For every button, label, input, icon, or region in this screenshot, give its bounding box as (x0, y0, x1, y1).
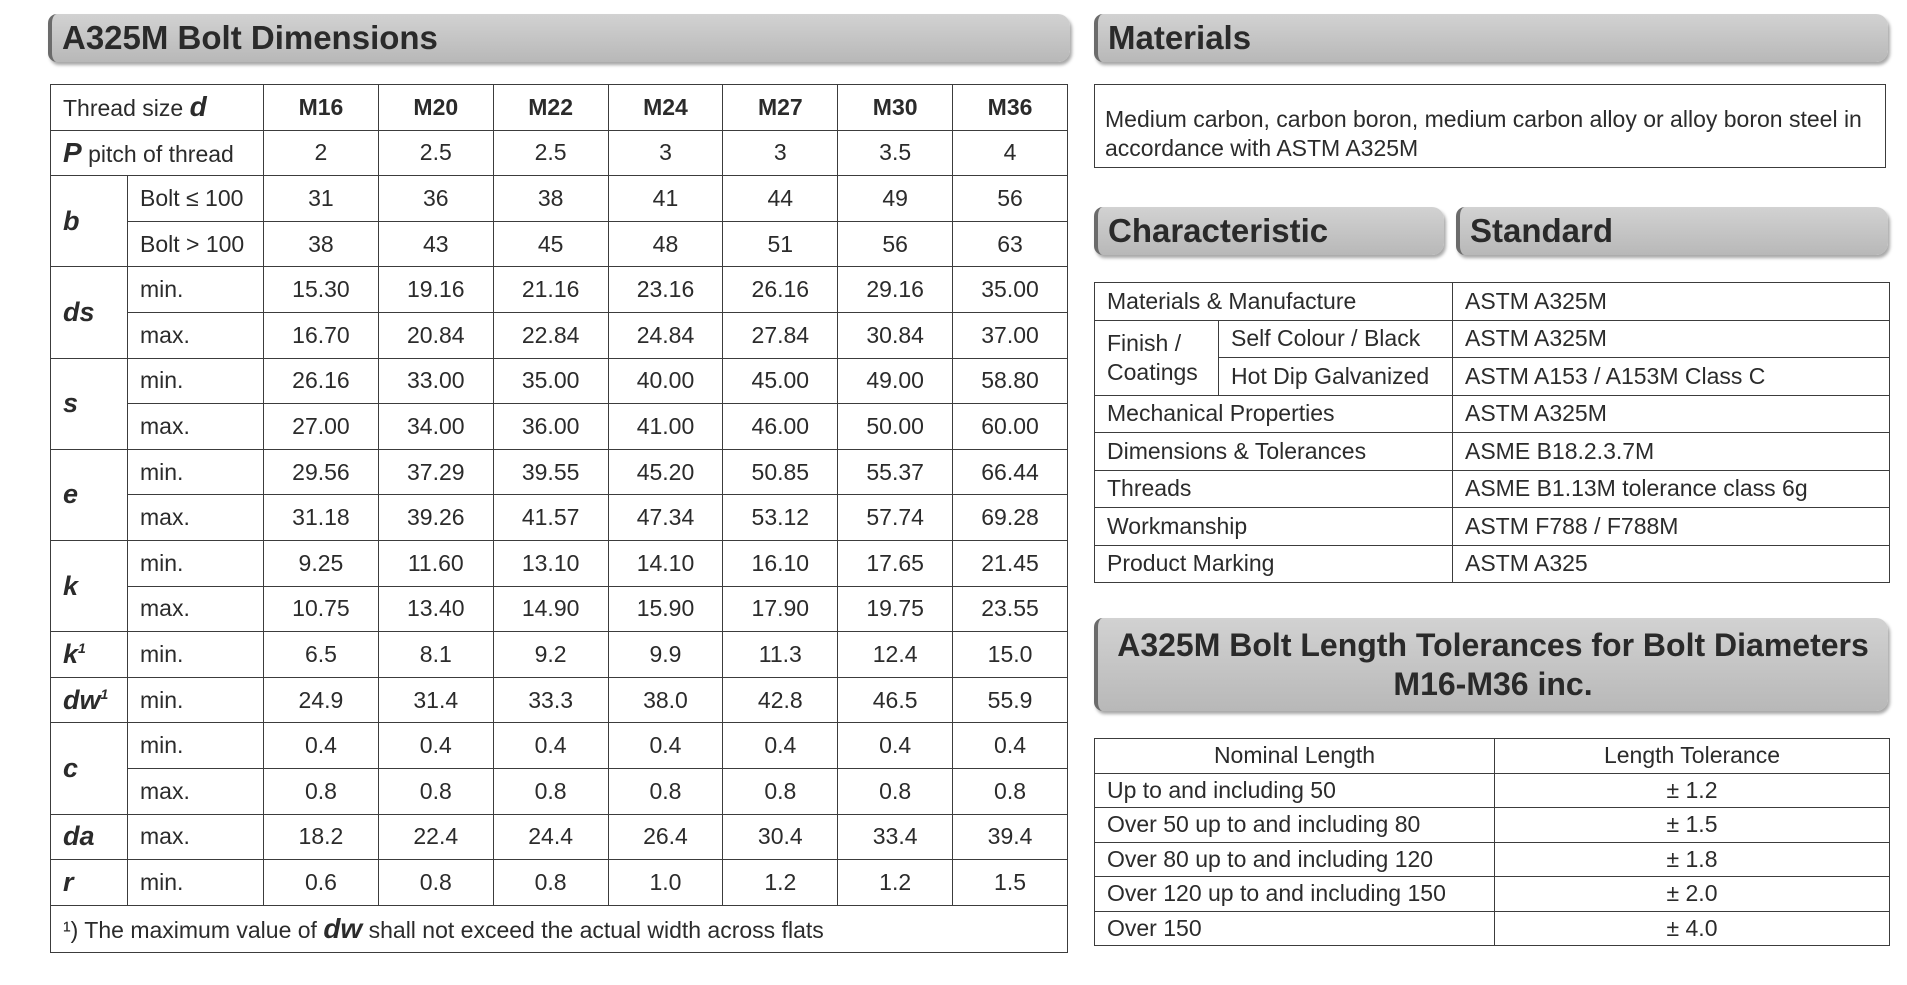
dimension-value: 9.9 (608, 632, 723, 678)
dimension-value: 38 (493, 176, 608, 222)
thread-size-label: Thread size (63, 95, 190, 122)
row-qualifier: min. (128, 723, 264, 769)
dimension-value: 1.5 (953, 860, 1068, 906)
size-header: M27 (723, 85, 838, 131)
dimensions-header (48, 14, 1070, 62)
dimension-value: 49.00 (838, 358, 953, 404)
nominal-length: Over 120 up to and including 150 (1095, 877, 1495, 912)
table-row (1095, 320, 1890, 358)
dimension-value: 45.20 (608, 449, 723, 495)
dimension-value: 19.16 (378, 267, 493, 313)
pitch-value: 2.5 (378, 130, 493, 176)
symbol-text: k (63, 638, 79, 669)
row-qualifier: max. (128, 586, 264, 632)
dimension-value: 29.56 (264, 449, 379, 495)
footnote-text: shall not exceed the actual width across flats (362, 916, 824, 943)
size-header: M30 (838, 85, 953, 131)
dimension-value: 0.4 (608, 723, 723, 769)
length-tolerance: ± 1.5 (1495, 808, 1890, 843)
thread-size-cell (51, 85, 264, 131)
standard-header (1456, 207, 1888, 255)
dimension-value: 41.57 (493, 495, 608, 541)
table-row (51, 221, 1068, 267)
symbol-superscript: 1 (78, 639, 86, 656)
dimension-value: 0.8 (493, 768, 608, 814)
footnote-row (51, 905, 1068, 952)
table-row (1095, 395, 1890, 433)
size-header: M36 (953, 85, 1068, 131)
nominal-length: Over 80 up to and including 120 (1095, 842, 1495, 877)
dimension-value: 22.84 (493, 312, 608, 358)
dimension-value: 19.75 (838, 586, 953, 632)
symbol-text: dw (63, 684, 101, 715)
dimension-value: 42.8 (723, 677, 838, 723)
dimension-value: 0.8 (493, 860, 608, 906)
pitch-value: 2 (264, 130, 379, 176)
materials-text: Medium carbon, carbon boron, medium carbon alloy or alloy boron steel in accordance with ASTM A325M (1105, 106, 1862, 161)
pitch-symbol: P (63, 136, 82, 168)
pitch-value: 3.5 (838, 130, 953, 176)
dimension-value: 27.00 (264, 404, 379, 450)
dimension-value: 0.4 (378, 723, 493, 769)
dimension-value: 0.4 (723, 723, 838, 769)
dimension-value: 66.44 (953, 449, 1068, 495)
pitch-value: 3 (608, 130, 723, 176)
row-qualifier: min. (128, 267, 264, 313)
pitch-row (51, 130, 1068, 176)
table-row (51, 358, 1068, 404)
dimension-symbol (51, 176, 128, 267)
dimension-value: 0.4 (838, 723, 953, 769)
nominal-length: Up to and including 50 (1095, 773, 1495, 808)
dimension-value: 0.8 (608, 768, 723, 814)
length-tolerance-table (1094, 738, 1890, 946)
pitch-label: pitch of thread (81, 140, 234, 167)
size-header: M22 (493, 85, 608, 131)
dimension-value: 23.55 (953, 586, 1068, 632)
dimension-value: 48 (608, 221, 723, 267)
size-header: M20 (378, 85, 493, 131)
dimension-value: 44 (723, 176, 838, 222)
dimension-value: 24.84 (608, 312, 723, 358)
dimension-value: 40.00 (608, 358, 723, 404)
row-qualifier: min. (128, 677, 264, 723)
dimension-symbol (51, 540, 128, 631)
dimension-value: 46.00 (723, 404, 838, 450)
dimension-value: 34.00 (378, 404, 493, 450)
char-standard: ASTM A325M (1453, 320, 1890, 358)
dimension-value: 55.9 (953, 677, 1068, 723)
tolerance-header: Length Tolerance (1495, 739, 1890, 774)
length-tolerances-title: A325M Bolt Length Tolerances for Bolt Diameters M16-M36 inc. (1117, 626, 1869, 702)
dimension-value: 26.16 (723, 267, 838, 313)
dimension-value: 26.16 (264, 358, 379, 404)
nominal-length: Over 50 up to and including 80 (1095, 808, 1495, 843)
dimension-value: 0.8 (723, 768, 838, 814)
length-tolerance: ± 2.0 (1495, 877, 1890, 912)
dimension-value: 60.00 (953, 404, 1068, 450)
dimension-value: 13.10 (493, 540, 608, 586)
row-qualifier: min. (128, 358, 264, 404)
length-header: Nominal Length (1095, 739, 1495, 774)
dimension-value: 33.3 (493, 677, 608, 723)
table-row (51, 723, 1068, 769)
dimension-value: 37.29 (378, 449, 493, 495)
dimension-value: 51 (723, 221, 838, 267)
char-label: Mechanical Properties (1095, 395, 1453, 433)
row-qualifier: max. (128, 404, 264, 450)
symbol-text: b (63, 205, 80, 236)
pitch-value: 3 (723, 130, 838, 176)
dimension-symbol (51, 632, 128, 678)
dimension-symbol (51, 723, 128, 814)
dimension-value: 21.16 (493, 267, 608, 313)
row-qualifier: max. (128, 312, 264, 358)
dimension-value: 38 (264, 221, 379, 267)
char-label: Product Marking (1095, 545, 1453, 583)
row-qualifier: max. (128, 814, 264, 860)
table-row (1095, 911, 1890, 946)
dimension-value: 43 (378, 221, 493, 267)
dimension-value: 47.34 (608, 495, 723, 541)
dimension-value: 1.0 (608, 860, 723, 906)
size-header: M16 (264, 85, 379, 131)
dimension-value: 15.30 (264, 267, 379, 313)
dimensions-body (51, 176, 1068, 906)
characteristic-title: Characteristic (1108, 212, 1329, 249)
dimension-value: 35.00 (493, 358, 608, 404)
dimension-value: 39.4 (953, 814, 1068, 860)
dimension-value: 0.8 (378, 860, 493, 906)
pitch-value: 2.5 (493, 130, 608, 176)
dimension-value: 26.4 (608, 814, 723, 860)
bolt-dimensions-table (50, 84, 1068, 953)
symbol-text: r (63, 866, 74, 897)
row-qualifier: Bolt ≤ 100 (128, 176, 264, 222)
dimension-value: 9.2 (493, 632, 608, 678)
dimension-value: 0.4 (264, 723, 379, 769)
table-row (51, 677, 1068, 723)
dimension-value: 55.37 (838, 449, 953, 495)
dimension-value: 20.84 (378, 312, 493, 358)
materials-header (1094, 14, 1888, 62)
table-row (51, 632, 1068, 678)
table-row (51, 768, 1068, 814)
table-row (51, 176, 1068, 222)
char-label: Dimensions & Tolerances (1095, 433, 1453, 471)
dimension-value: 41 (608, 176, 723, 222)
size-header: M24 (608, 85, 723, 131)
char-standard: ASTM A325 (1453, 545, 1890, 583)
char-label: Threads (1095, 470, 1453, 508)
finish-item-label: Hot Dip Galvanized (1219, 358, 1453, 396)
symbol-text: k (63, 570, 79, 601)
row-qualifier: min. (128, 632, 264, 678)
dimension-value: 56 (953, 176, 1068, 222)
dimension-value: 0.6 (264, 860, 379, 906)
dimension-value: 15.0 (953, 632, 1068, 678)
dimensions-title: A325M Bolt Dimensions (62, 19, 438, 56)
dimension-value: 22.4 (378, 814, 493, 860)
dimension-value: 16.10 (723, 540, 838, 586)
dimension-value: 56 (838, 221, 953, 267)
row-qualifier: Bolt > 100 (128, 221, 264, 267)
dimension-value: 45 (493, 221, 608, 267)
pitch-cell (51, 130, 264, 176)
dimension-value: 17.65 (838, 540, 953, 586)
char-standard: ASTM A325M (1453, 395, 1890, 433)
table-row (51, 814, 1068, 860)
table-row (51, 495, 1068, 541)
table-header-row (51, 85, 1068, 131)
dimension-value: 30.84 (838, 312, 953, 358)
table-row (51, 267, 1068, 313)
table-row (51, 540, 1068, 586)
dimension-value: 18.2 (264, 814, 379, 860)
dimension-value: 36 (378, 176, 493, 222)
table-row (51, 312, 1068, 358)
dimension-value: 15.90 (608, 586, 723, 632)
length-tolerances-header (1094, 618, 1888, 711)
char-standard: ASTM A325M (1453, 283, 1890, 321)
dimension-symbol (51, 358, 128, 449)
characteristic-table (1094, 282, 1890, 583)
row-qualifier: min. (128, 540, 264, 586)
dimension-value: 12.4 (838, 632, 953, 678)
row-qualifier: min. (128, 449, 264, 495)
table-row (1095, 808, 1890, 843)
dimension-value: 0.8 (378, 768, 493, 814)
dimension-value: 31 (264, 176, 379, 222)
row-qualifier: max. (128, 768, 264, 814)
dimension-value: 1.2 (723, 860, 838, 906)
dimension-value: 21.45 (953, 540, 1068, 586)
dimension-value: 57.74 (838, 495, 953, 541)
dimension-symbol (51, 449, 128, 540)
dimension-value: 31.4 (378, 677, 493, 723)
dimension-value: 36.00 (493, 404, 608, 450)
dimension-value: 14.90 (493, 586, 608, 632)
dimension-value: 24.9 (264, 677, 379, 723)
table-row (51, 449, 1068, 495)
dimension-value: 8.1 (378, 632, 493, 678)
length-tolerance: ± 1.8 (1495, 842, 1890, 877)
dimension-value: 11.3 (723, 632, 838, 678)
row-qualifier: min. (128, 860, 264, 906)
table-row (1095, 433, 1890, 471)
symbol-text: ds (63, 296, 95, 327)
dimension-value: 24.4 (493, 814, 608, 860)
dimension-value: 29.16 (838, 267, 953, 313)
table-row (1095, 773, 1890, 808)
dimension-symbol (51, 267, 128, 358)
dimension-value: 23.16 (608, 267, 723, 313)
dimension-value: 39.55 (493, 449, 608, 495)
dimension-value: 0.4 (493, 723, 608, 769)
dimension-value: 31.18 (264, 495, 379, 541)
dimension-value: 38.0 (608, 677, 723, 723)
dimension-symbol (51, 814, 128, 860)
symbol-text: s (63, 388, 79, 419)
dimension-value: 27.84 (723, 312, 838, 358)
dimension-value: 63 (953, 221, 1068, 267)
dimension-value: 50.00 (838, 404, 953, 450)
dimension-value: 6.5 (264, 632, 379, 678)
table-row (1095, 877, 1890, 912)
footnote-symbol: dw (323, 912, 363, 944)
characteristic-header (1094, 207, 1444, 255)
dimension-value: 0.4 (953, 723, 1068, 769)
table-row (1095, 508, 1890, 546)
finish-item-label: Self Colour / Black (1219, 320, 1453, 358)
dimension-value: 69.28 (953, 495, 1068, 541)
table-row (51, 404, 1068, 450)
footnote (51, 905, 1068, 952)
char-label: Workmanship (1095, 508, 1453, 546)
dimension-value: 46.5 (838, 677, 953, 723)
dimension-value: 30.4 (723, 814, 838, 860)
char-standard: ASME B18.2.3.7M (1453, 433, 1890, 471)
char-standard: ASME B1.13M tolerance class 6g (1453, 470, 1890, 508)
dimension-value: 11.60 (378, 540, 493, 586)
table-row (1095, 283, 1890, 321)
length-tolerance: ± 4.0 (1495, 911, 1890, 946)
row-qualifier: max. (128, 495, 264, 541)
dimension-value: 17.90 (723, 586, 838, 632)
symbol-text: e (63, 479, 79, 510)
dimension-symbol (51, 860, 128, 906)
dimension-value: 35.00 (953, 267, 1068, 313)
char-label: Materials & Manufacture (1095, 283, 1453, 321)
dimension-value: 16.70 (264, 312, 379, 358)
pitch-value: 4 (953, 130, 1068, 176)
symbol-text: da (63, 821, 95, 852)
materials-box (1094, 84, 1886, 168)
char-standard: ASTM A153 / A153M Class C (1453, 358, 1890, 396)
materials-title: Materials (1108, 19, 1252, 56)
dimension-value: 41.00 (608, 404, 723, 450)
nominal-length: Over 150 (1095, 911, 1495, 946)
dimension-value: 45.00 (723, 358, 838, 404)
dimension-value: 37.00 (953, 312, 1068, 358)
dimension-value: 33.4 (838, 814, 953, 860)
dimension-value: 1.2 (838, 860, 953, 906)
table-row (1095, 545, 1890, 583)
dimension-value: 49 (838, 176, 953, 222)
dimension-value: 53.12 (723, 495, 838, 541)
dimension-symbol (51, 677, 128, 723)
length-tolerance: ± 1.2 (1495, 773, 1890, 808)
dimension-value: 9.25 (264, 540, 379, 586)
dimension-value: 33.00 (378, 358, 493, 404)
table-row (51, 586, 1068, 632)
symbol-text: c (63, 752, 79, 783)
dimension-value: 0.8 (953, 768, 1068, 814)
table-row (1095, 470, 1890, 508)
dimension-value: 0.8 (838, 768, 953, 814)
symbol-superscript: 1 (100, 685, 109, 702)
dimension-value: 58.80 (953, 358, 1068, 404)
char-standard: ASTM F788 / F788M (1453, 508, 1890, 546)
footnote-marker: ¹) The maximum value of (63, 916, 324, 943)
dimension-value: 0.8 (264, 768, 379, 814)
standard-title: Standard (1470, 212, 1614, 249)
dimension-value: 39.26 (378, 495, 493, 541)
table-row (1095, 842, 1890, 877)
dimension-value: 14.10 (608, 540, 723, 586)
table-header-row (1095, 739, 1890, 774)
table-row (51, 860, 1068, 906)
finish-label: Finish / Coatings (1095, 320, 1219, 395)
dimension-value: 50.85 (723, 449, 838, 495)
dimension-value: 13.40 (378, 586, 493, 632)
thread-size-symbol: d (189, 91, 207, 123)
dimension-value: 10.75 (264, 586, 379, 632)
